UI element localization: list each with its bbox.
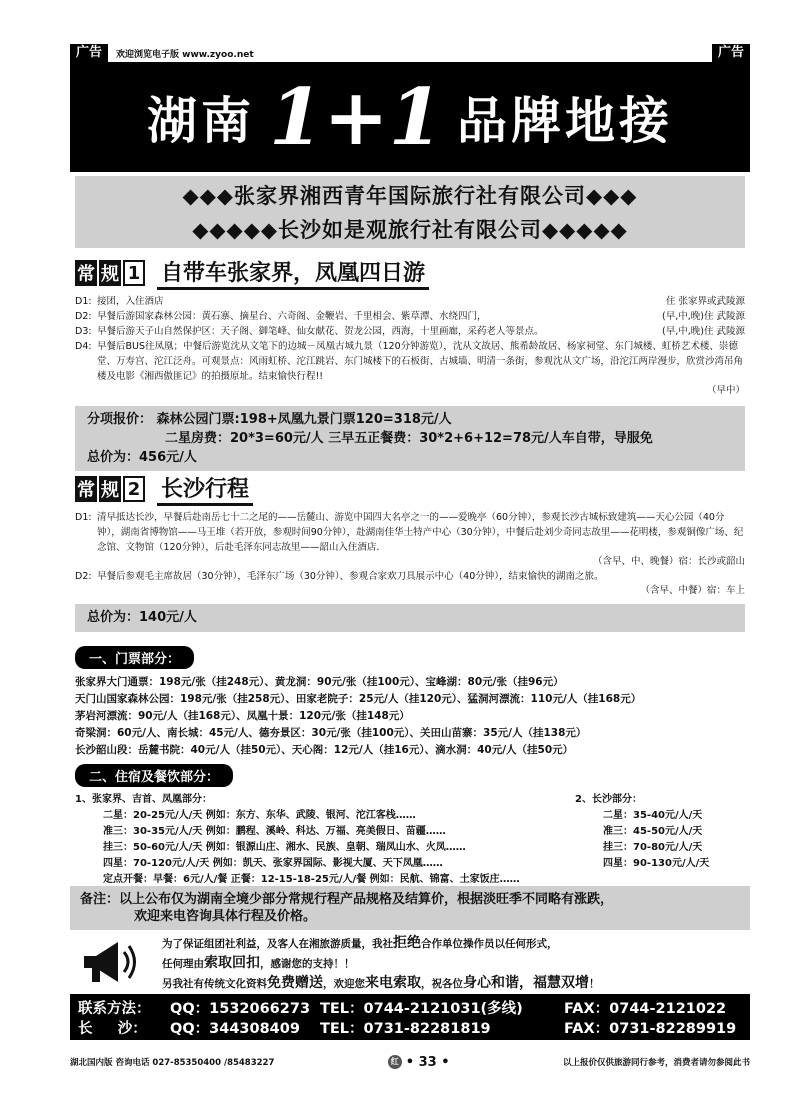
contact-box xyxy=(70,994,750,1040)
tour-1-day-2: D2: 早餐后游国家森林公园：黄石寨、摘星台、六奇阁、金鞭岩、千里相会、紫草潭、水绕四门， (早,中,晚)住 武陵源 xyxy=(75,311,745,322)
banner-right: 品牌地接 xyxy=(456,92,673,150)
tickets-section xyxy=(75,646,745,759)
tour-2-day-1: D1: 清早抵达长沙，早餐后赴南岳七十二之尾的——岳麓山、游览中国四大名亭之一的——爱晚亭（60分钟），参观长沙古城标致建筑——天心公园（40分钟），湖南省博物馆——马王堆（若开放，参观时间90分钟），赴湖南佳华土特产中心（30分钟），中餐后赴刘少奇同志故里——花明楼，参观铜像广场、纪念馆、文物馆（120分钟），后赴毛泽东同志故里——韶山入住酒店. xyxy=(75,512,744,553)
ad-tag-right: 广告 xyxy=(712,44,750,62)
note-box xyxy=(70,886,750,930)
agency-1: ◆◆◆张家界湘西青年国际旅行社有限公司◆◆◆ xyxy=(182,184,638,208)
price-1-total: 总价为：456元/人 xyxy=(87,450,197,465)
lodging-row: 准三：30-35元/人/天 例如：鹏程、溪岭、科达、万福、亮美假日、苗疆…… 准三：45-50元/人/天 xyxy=(103,826,703,837)
lodging-row: 挂三：50-60元/人/天 例如：银源山庄、湘水、民族、皇朝、瑞凤山水、火凤…… 挂三：70-80元/人/天 xyxy=(103,842,703,853)
agency-2: ◆◆◆◆◆长沙如是观旅行社有限公司◆◆◆◆◆ xyxy=(192,218,628,242)
tour-1-number: 1 xyxy=(123,260,145,286)
tour-2 xyxy=(75,472,745,598)
price-2-total: 总价为：140元/人 xyxy=(87,610,197,625)
tour-1-name: 自带车张家界，凤凰四日游 xyxy=(157,256,429,290)
tour-1-day-3: D3: 早餐后游天子山自然保护区：天子阁、御笔峰、仙女献花、贺龙公园，西海，十里画廊，采药老人等景点。 (早,中,晚)住 武陵源 xyxy=(75,326,745,337)
ticket-line: 奇梁洞：60元/人、南长城：45元/人、德夯景区：30元/张（挂100元）、关田山苗寨：35元/人（挂138元） xyxy=(75,727,587,739)
tour-1-price xyxy=(75,406,745,471)
tour-2-price xyxy=(75,604,745,632)
tour-1-day-1: D1: 接团，入住酒店 住 张家界或武陵源 xyxy=(75,296,745,307)
tour-1-badge-b: 规 xyxy=(99,260,121,286)
page-mark-icon: 红 xyxy=(388,1055,402,1069)
tour-2-title xyxy=(75,472,745,506)
lodging-header xyxy=(75,792,745,808)
page-number: 红 • 33 • xyxy=(388,1055,450,1070)
note-line-2: 欢迎来电咨询具体行程及价格。 xyxy=(134,909,317,924)
tour-1 xyxy=(75,256,745,398)
tour-1-title xyxy=(75,256,745,290)
promo-line-2: 任何理由索取回扣，感谢您的支持！！ xyxy=(162,955,355,971)
tour-2-badge-b: 规 xyxy=(99,476,121,502)
lodging-title: 二、住宿及餐饮部分： xyxy=(75,764,233,787)
banner-mid: 1+1 xyxy=(269,71,443,163)
footer-left: 湖北国内版 咨询电话 027-85350400 /85483227 xyxy=(70,1058,275,1068)
welcome-text: 欢迎浏览电子版 www.zyoo.net xyxy=(116,49,254,60)
tour-2-number: 2 xyxy=(123,476,145,502)
lodging-row: 二星：20-25元/人/天 例如：东方、东华、武陵、银河、沱江客栈…… 二星：35-40元/人/天 xyxy=(103,810,703,821)
megaphone-icon xyxy=(78,936,138,988)
note-line-1: 备注：以上公布仅为湖南全境少部分常规行程产品规格及结算价，根据淡旺季不同略有涨跌， xyxy=(80,892,614,907)
lodging-head-right: 2、长沙部分： xyxy=(575,794,642,805)
ticket-line: 长沙韶山段：岳麓书院：40元/人（挂50元）、天心阁：12元/人（挂16元）、滴水洞：40元/人（挂50元） xyxy=(75,744,574,756)
lodging-row: 四星：70-120元/人/天 例如：凯天、张家界国际、影视大厦、天下凤凰…… 四星：90-130元/人/天 xyxy=(103,858,710,869)
agency-box xyxy=(75,176,745,248)
promo-line-3: 另我社有传统文化资料免费赠送，欢迎您来电索取，祝各位身心和谐，福慧双增！ xyxy=(162,975,600,991)
banner-left: 湖南 xyxy=(147,92,256,150)
lodging-head-left: 1、张家界、吉首、凤凰部分： xyxy=(75,794,212,805)
tickets-title: 一、门票部分： xyxy=(75,646,194,669)
lodging-section xyxy=(75,764,745,888)
tour-2-day-2: D2: 早餐后参观毛主席故居（30分钟），毛泽东广场（30分钟）、参观合家欢刀具展示中心（40分钟），结束愉快的湖南之旅。 xyxy=(75,571,604,582)
tour-2-badge-a: 常 xyxy=(75,476,97,502)
page-footer xyxy=(70,1052,750,1072)
ticket-line: 茅岩河漂流：90元/人（挂168元）、凤凰十景：120元/张（挂148元） xyxy=(75,710,410,722)
main-banner xyxy=(70,62,750,172)
promo-line-1: 为了保证组团社利益，及客人在湘旅游质量，我社拒绝合作单位操作员以任何形式， xyxy=(162,935,558,951)
tour-1-meal-last: （早中） xyxy=(706,385,745,396)
tour-2-name: 长沙行程 xyxy=(157,472,253,506)
promo-text xyxy=(162,934,746,994)
ticket-line: 张家界大门通票：198元/张（挂248元）、黄龙洞：90元/张（挂100元）、宝峰湖：80元/张（挂96元） xyxy=(75,676,564,688)
contact-row-1: 联系方法： QQ：1532066273 TEL：0744-2121031(多线) FAX：0744-2121022 xyxy=(78,1000,727,1017)
ticket-line: 天门山国家森林公园：198元/张（挂258元）、田家老院子：25元/人（挂120元）、猛洞河漂流：110元/人（挂168元） xyxy=(75,693,642,705)
lodging-meal-row: 定点开餐：早餐：6元/人/餐 正餐：12-15-18-25元/人/餐 例如：民航、锦富、土家饭庄…… xyxy=(103,874,520,885)
tour-1-day-4: D4: 早餐后BUS往凤凰；中餐后游览沈从文笔下的边城－凤凰古城九景（120分钟游览），沈从文故居、熊希龄故居、杨家祠堂、东门城楼、虹桥艺术楼、崇德堂、万寿宫、沱江泛舟。可观景点：风雨虹桥、沱江跳岩、东门城楼下的石板街、古城墙、明清一条街，参观沈从文广场，沿沱江两岸漫步，欣赏沙湾吊角楼及电影《湘西傲匪记》的拍摄原址。结束愉快行程!! xyxy=(75,341,744,382)
price-1-line-2: 二星房费：20*3=60元/人 三早五正餐费：30*2+6+12=78元/人车自带，导服免 xyxy=(165,431,653,446)
tour-2-day-1-meal: （含早、中、晚餐）宿：长沙或韶山 xyxy=(592,556,745,567)
contact-row-2: 长 沙： QQ：344308409 TEL：0731-82281819 FAX：0731-82289919 xyxy=(78,1020,737,1037)
tour-2-day-2-meal: （含早、中餐）宿：车上 xyxy=(640,585,745,596)
price-1-line-1: 分项报价： 森林公园门票:198+凤凰九景门票120=318元/人 xyxy=(87,412,452,427)
top-bar xyxy=(70,44,750,62)
promo-box xyxy=(70,932,750,992)
ad-tag-left: 广告 xyxy=(70,44,108,62)
tour-1-badge-a: 常 xyxy=(75,260,97,286)
footer-right: 以上报价仅供旅游同行参考，消费者请勿参阅此书 xyxy=(562,1058,750,1068)
